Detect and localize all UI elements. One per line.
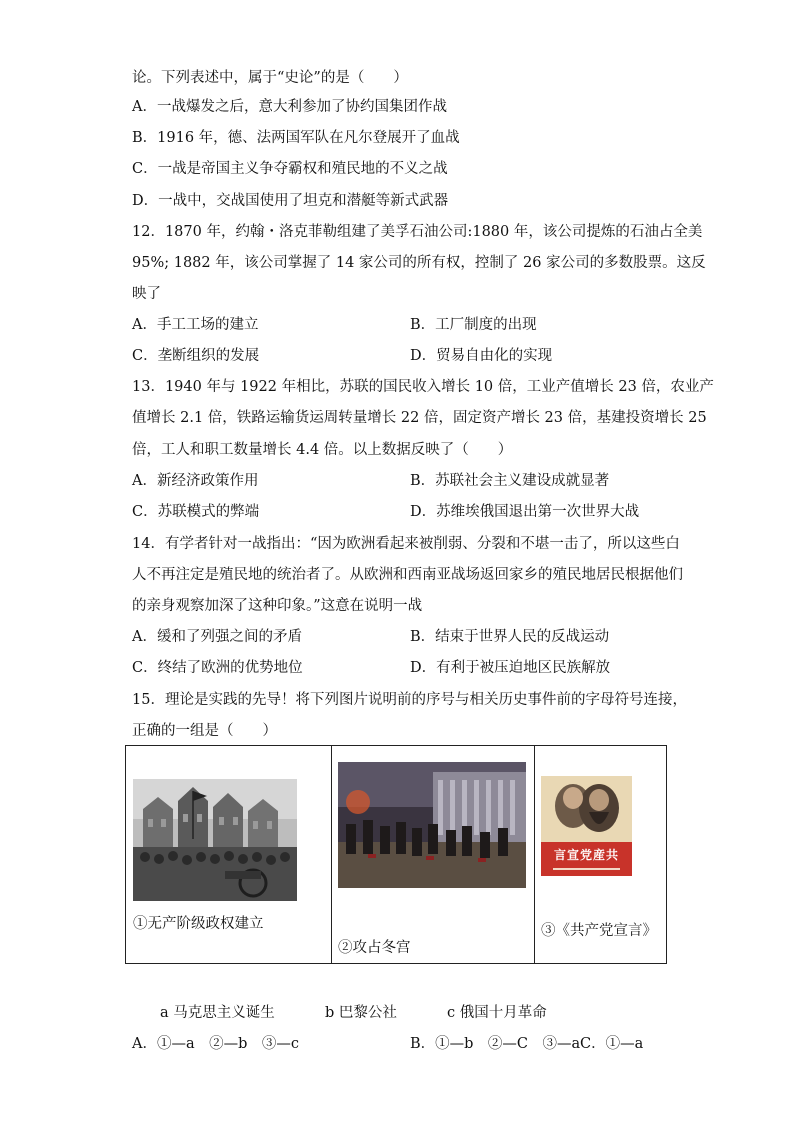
q11-option-c[interactable]: C．一战是帝国主义争夺霸权和殖民地的不义之战 xyxy=(132,161,448,177)
q14-stem-line1: 14．有学者针对一战指出：“因为欧洲看起来被削弱、分裂和不堪一击了，所以这些白 xyxy=(132,536,680,552)
q14-stem-line2: 人不再注定是殖民地的统治者了。从欧洲和西南亚战场返回家乡的殖民地居民根据他们 xyxy=(132,567,683,583)
q13-option-c[interactable]: C．苏联模式的弊端 xyxy=(132,504,260,520)
q15-option-c[interactable]: C．①—a xyxy=(580,1036,644,1052)
q15-option-a[interactable]: A．①—a ②—b ③—c xyxy=(132,1036,300,1052)
q13-option-b[interactable]: B．苏联社会主义建设成就显著 xyxy=(410,473,610,489)
q15-option-b[interactable]: B．①—b ②—C ③—a xyxy=(410,1036,581,1052)
q11-option-d[interactable]: D．一战中，交战国使用了坦克和潜艇等新式武器 xyxy=(132,193,449,209)
q13-stem-line2: 值增长 2.1 倍，铁路运输货运周转量增长 22 倍，固定资产增长 23 倍，基建投资增长 25 xyxy=(132,410,707,426)
event-b: b 巴黎公社 xyxy=(325,1005,397,1021)
q12-option-b[interactable]: B．工厂制度的出现 xyxy=(410,317,537,333)
q11-stem-tail: 论。下列表述中，属于“史论”的是（ ） xyxy=(132,70,408,86)
q13-stem-line3: 倍，工人和职工数量增长 4.4 倍。以上数据反映了（ ） xyxy=(132,442,513,458)
paris-commune-engraving xyxy=(133,779,297,901)
q14-option-b[interactable]: B．结束于世界人民的反战运动 xyxy=(410,629,610,645)
picture-cell-2 xyxy=(331,746,535,963)
picture-table xyxy=(125,745,667,964)
winter-palace-painting xyxy=(338,762,526,888)
q12-option-a[interactable]: A．手工工场的建立 xyxy=(132,317,259,333)
q14-option-a[interactable]: A．缓和了列强之间的矛盾 xyxy=(132,629,302,645)
q12-stem-line2: 95%; 1882 年，该公司掌握了 14 家公司的所有权，控制了 26 家公司的多数股票。这反 xyxy=(132,255,706,271)
book-title-band xyxy=(541,842,632,876)
q12-stem-line1: 12．1870 年，约翰・洛克菲勒组建了美孚石油公司:1880 年，该公司提炼的石油占全美 xyxy=(132,224,703,240)
caption-1: ①无产阶级政权建立 xyxy=(133,916,264,932)
q15-stem-line2: 正确的一组是（ ） xyxy=(132,723,277,739)
book-title: 言宣党産共 xyxy=(553,848,619,862)
q13-stem-line1: 13．1940 年与 1922 年相比，苏联的国民收入增长 10 倍，工业产值增长 23 倍，农业产 xyxy=(132,379,714,395)
q13-option-a[interactable]: A．新经济政策作用 xyxy=(132,473,259,489)
communist-manifesto-cover xyxy=(541,776,632,876)
q15-stem-line1: 15．理论是实践的先导！将下列图片说明前的序号与相关历史事件前的字母符号连接， xyxy=(132,692,687,708)
event-c: c 俄国十月革命 xyxy=(447,1005,547,1021)
q12-stem-line3: 映了 xyxy=(132,286,161,302)
q11-option-b[interactable]: B．1916 年，德、法两国军队在凡尔登展开了血战 xyxy=(132,130,460,146)
q14-stem-line3: 的亲身观察加深了这种印象。”这意在说明一战 xyxy=(132,598,423,614)
q12-option-c[interactable]: C．垄断组织的发展 xyxy=(132,348,260,364)
q13-option-d[interactable]: D．苏维埃俄国退出第一次世界大战 xyxy=(410,504,640,520)
q12-option-d[interactable]: D．贸易自由化的实现 xyxy=(410,348,553,364)
q11-option-a[interactable]: A．一战爆发之后，意大利参加了协约国集团作战 xyxy=(132,99,447,115)
q14-option-c[interactable]: C．终结了欧洲的优势地位 xyxy=(132,660,303,676)
event-a: a 马克思主义诞生 xyxy=(160,1005,275,1021)
q14-option-d[interactable]: D．有利于被压迫地区民族解放 xyxy=(410,660,611,676)
caption-2: ②攻占冬宫 xyxy=(338,940,411,956)
picture-cell-1 xyxy=(126,746,332,963)
picture-cell-3 xyxy=(534,746,666,963)
caption-3: ③《共产党宣言》 xyxy=(541,923,657,939)
